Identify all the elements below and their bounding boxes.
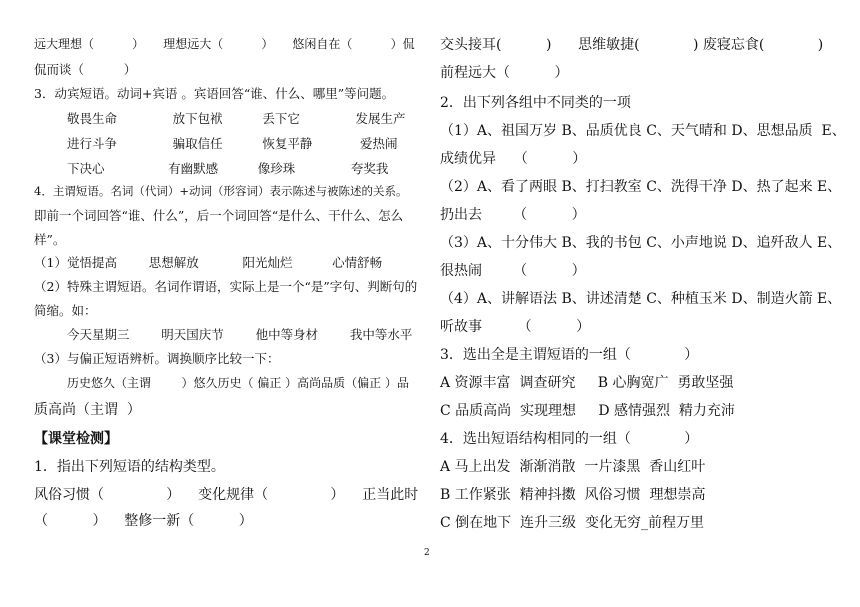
text-line: 下决心 有幽默感 像珍珠 夸奖我 — [67, 161, 389, 176]
text-line: （2）特殊主谓短语。名词作谓语，实际上是一个“是”字句、判断句的 — [34, 279, 418, 294]
text-line: （4）A、讲解语法 B、讲述清楚 C、种植玉米 D、制造火箭 E、 — [440, 291, 842, 307]
text-line: （1）A、祖国万岁 B、品质优良 C、天气晴和 D、思想品质 E、 — [440, 123, 846, 139]
question-2: 2．出下列各组中不同类的一项 — [440, 95, 631, 111]
text-line: 风俗习惯（ ） 变化规律（ ） 正当此时 — [34, 487, 419, 503]
text-line: 侃而谈（ ） — [34, 62, 137, 77]
text-line: B 工作紧张 精神抖擞 风俗习惯 理想崇高 — [440, 487, 706, 503]
text-line: 今天星期三 明天国庆节 他中等身材 我中等水平 — [67, 327, 413, 342]
text-line: 扔出去 （ ） — [440, 207, 586, 223]
text-line: （2）A、看了两眼 B、打扫教室 C、洗得干净 D、热了起来 E、 — [440, 179, 842, 195]
text-line: A 马上出发 渐渐消散 一片漆黑 香山红叶 — [440, 459, 706, 475]
text-line: 听故事 （ ） — [440, 319, 591, 335]
text-line: C 倒在地下 连升三级 变化无穷_前程万里 — [440, 515, 704, 531]
text-line: 敬畏生命 放下包袱 丢下它 发展生产 — [67, 111, 406, 126]
text-line: （3）与偏正短语辨析。调换顺序比较一下： — [34, 351, 280, 366]
text-line: 远大理想（ ） 理想远大（ ） 悠闲自在（ ）侃 — [34, 37, 415, 51]
section-heading-subject-predicate: 4．主谓短语。名词（代词）+动词（形容词）表示陈述与被陈述的关系。 — [34, 184, 408, 198]
text-line: （1）觉悟提高 思想解放 阳光灿烂 心情舒畅 — [34, 255, 383, 270]
text-line: 历史悠久（主谓 ）悠久历史（ 偏正 ）高尚品质（偏正 ）品 — [67, 376, 409, 390]
text-line: C 品质高尚 实现理想 D 感情强烈 精力充沛 — [440, 403, 735, 419]
text-line: （3）A、十分伟大 B、我的书包 C、小声地说 D、追歼敌人 E、 — [440, 235, 842, 251]
text-line: A 资源丰富 调查研究 B 心胸宽广 勇敢坚强 — [440, 375, 734, 391]
text-line: （ ） 整修一新（ ） — [34, 513, 253, 529]
text-line: 成绩优异 （ ） — [440, 151, 587, 167]
text-line: 质高尚（主谓 ） — [34, 402, 141, 418]
text-line: 即前一个词回答“谁、什么”，后一个词回答“是什么、干什么、怎么 — [34, 208, 404, 223]
question-1: 1．指出下列短语的结构类型。 — [34, 459, 225, 475]
text-line: 很热闹 （ ） — [440, 263, 586, 279]
page-number: 2 — [424, 548, 430, 558]
section-heading-verb-object: 3．动宾短语。动词+宾语 。宾语回答“谁、什么、哪里”等问题。 — [34, 86, 395, 101]
text-line: 样”。 — [34, 232, 66, 247]
text-line: 进行斗争 骗取信任 恢复平静 爱热闹 — [67, 136, 398, 151]
section-title-class-test: 【课堂检测】 — [34, 431, 118, 447]
text-line: 简缩。如： — [34, 303, 97, 318]
question-4: 4．选出短语结构相同的一组（ ） — [440, 431, 699, 447]
text-line: 交头接耳( ) 思维敏捷( ) 废寝忘食( ) — [440, 37, 824, 53]
question-3: 3．选出全是主谓短语的一组（ ） — [440, 347, 699, 363]
text-line: 前程远大（ ） — [440, 65, 569, 81]
